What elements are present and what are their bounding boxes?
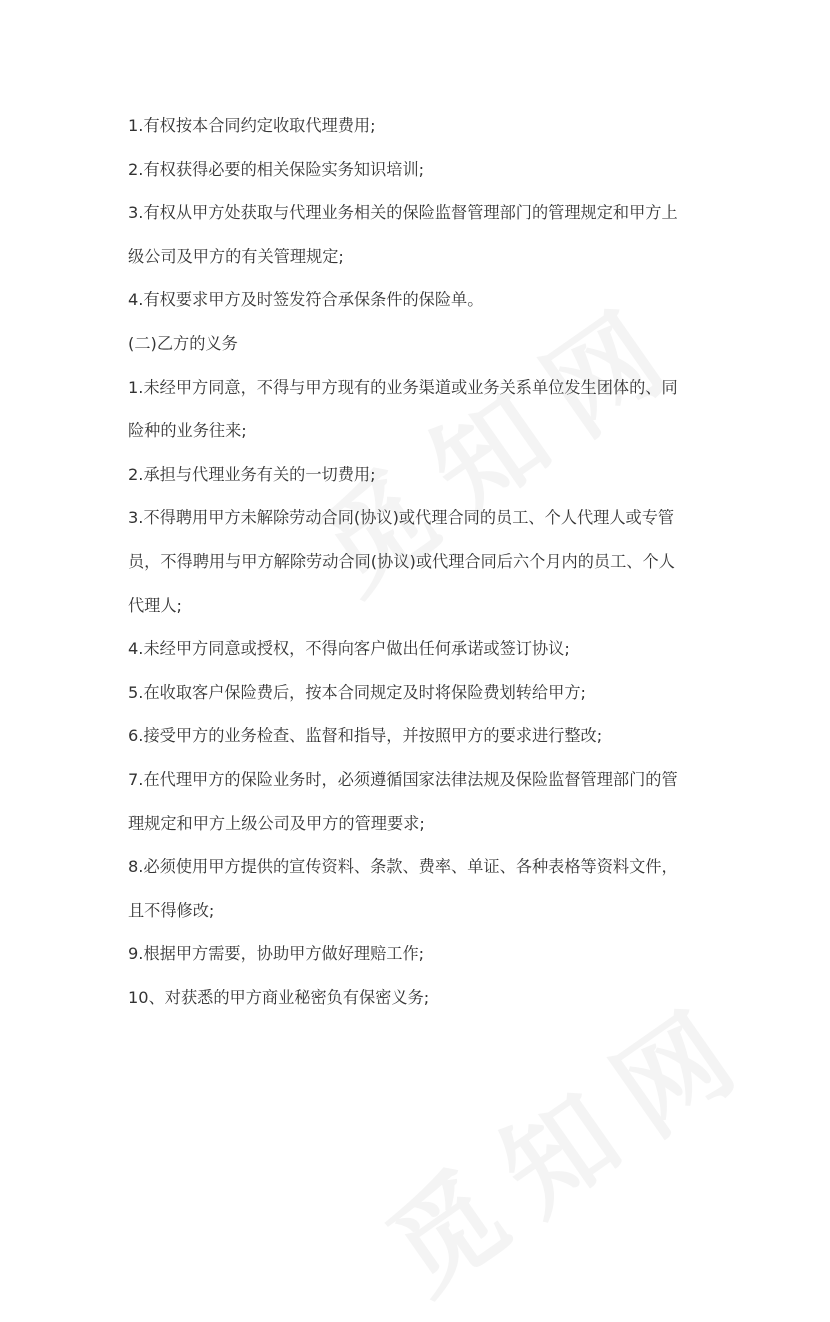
text-line: 5.在收取客户保险费后，按本合同规定及时将保险费划转给甲方; [128, 682, 586, 702]
section-heading: (二)乙方的义务 [128, 333, 238, 353]
text-line: 7.在代理甲方的保险业务时，必须遵循国家法律法规及保险监督管理部门的管 [128, 769, 678, 789]
text-line: 4.未经甲方同意或授权，不得向客户做出任何承诺或签订协议; [128, 639, 570, 659]
text-line: 2.有权获得必要的相关保险实务知识培训; [128, 159, 425, 179]
text-line: 且不得修改; [128, 900, 215, 920]
text-line: 级公司及甲方的有关管理规定; [128, 246, 344, 266]
text-line: 1.未经甲方同意，不得与甲方现有的业务渠道或业务关系单位发生团体的、同 [128, 377, 678, 397]
text-line: 2.承担与代理业务有关的一切费用; [128, 464, 376, 484]
text-line: 8.必须使用甲方提供的宣传资料、条款、费率、单证、各种表格等资料文件， [128, 857, 678, 877]
text-line: 险种的业务往来; [128, 421, 247, 441]
text-line: 1.有权按本合同约定收取代理费用; [128, 116, 376, 135]
text-line: 3.不得聘用甲方未解除劳动合同(协议)或代理合同的员工、个人代理人或专管 [128, 508, 675, 528]
text-line: 理规定和甲方上级公司及甲方的管理要求; [128, 813, 425, 833]
text-line: 4.有权要求甲方及时签发符合承保条件的保险单。 [128, 290, 484, 310]
text-line: 6.接受甲方的业务检查、监督和指导，并按照甲方的要求进行整改; [128, 726, 603, 746]
text-line: 10、对获悉的甲方商业秘密负有保密义务; [128, 987, 430, 1007]
text-line: 员，不得聘用与甲方解除劳动合同(协议)或代理合同后六个月内的员工、个人 [128, 551, 675, 571]
document-body [128, 104, 718, 1019]
text-line: 代理人; [128, 595, 183, 615]
text-line: 9.根据甲方需要，协助甲方做好理赔工作; [128, 944, 425, 964]
text-line: 3.有权从甲方处获取与代理业务相关的保险监督管理部门的管理规定和甲方上 [128, 203, 678, 223]
